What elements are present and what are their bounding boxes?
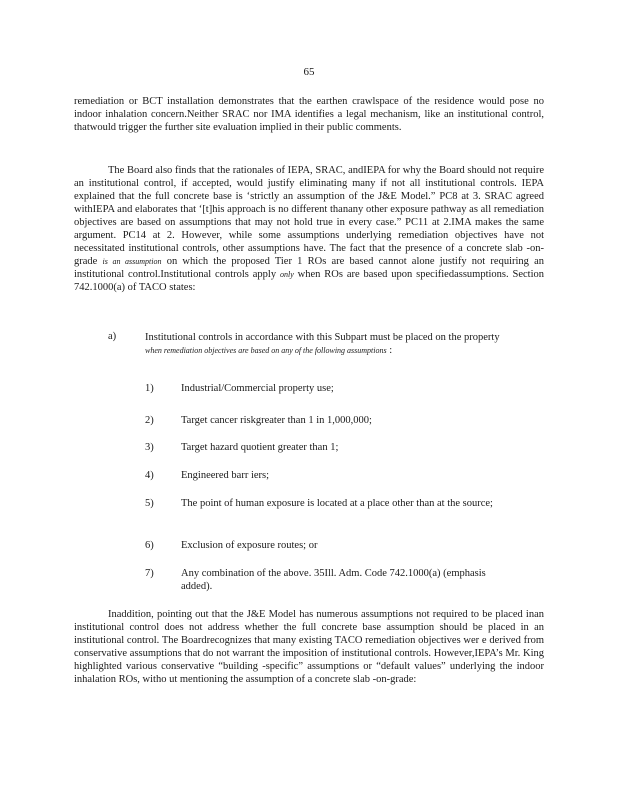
paragraph-1: remediation or BCT installation demonstrates that the earthen crawlspace of the residence would pose no indoor inhalation concern.Neither SRAC nor IMA identifies a legal mechanism, like an institutional control, thatwould trigger the further site evaluation implied in their public comments. — [74, 96, 544, 133]
quote-label: a) — [108, 331, 117, 342]
list-item-text: Exclusion of exposure routes; or — [181, 540, 318, 551]
list-item-number: 4) — [145, 470, 154, 481]
list-item-number: 5) — [145, 498, 154, 509]
emphasis-only: only — [279, 270, 294, 279]
list-item-number: 3) — [145, 442, 154, 453]
list-item-text: Any combination of the above. 35Ill. Adm. Code 742.1000(a) (emphasis added). — [181, 568, 486, 592]
list-item-text: The point of human exposure is located at a place other than at the source; — [181, 498, 493, 509]
paragraph-2 — [74, 164, 544, 294]
list-item-number: 6) — [145, 540, 154, 551]
list-item-text: Target hazard quotient greater than 1; — [181, 442, 339, 453]
list-item-text: Target cancer riskgreater than 1 in 1,000,000; — [181, 415, 372, 426]
quote-block — [145, 331, 505, 357]
list-item-number: 2) — [145, 415, 154, 426]
paragraph-2-text-c: when ROs are based upon specifiedassumptions. Section 742.1000(a) of TACO states: — [74, 269, 545, 293]
list-item-text: Industrial/Commercial property use; — [181, 383, 334, 394]
page-number: 65 — [303, 66, 315, 78]
list-item-number: 1) — [145, 383, 154, 394]
emphasis-assumption: is an assumption — [102, 257, 162, 266]
paragraph-3: Inaddition, pointing out that the J&E Model has numerous assumptions not required to be placed inan institutional control does not address whether the full concrete base assumption should be placed in an institutional control. The Boardrecognizes that many existing TACO remediation objectives wer e derived from conservative assumptions that do not warrant the imposition of institutional controls. However,IEPA’s Mr. King highlighted various conservative “building -specific” assumptions or “default values” underlying the indoor inhalation ROs, witho ut mentioning the assumption of a concrete slab -on-grade: — [74, 609, 544, 685]
quote-colon: : — [389, 345, 393, 356]
quote-text: Institutional controls in accordance with this Subpart must be placed on the property — [145, 332, 500, 343]
list-item-text: Engineered barr iers; — [181, 470, 270, 481]
paragraph-2-text-a: The Board also finds that the rationales of IEPA, SRAC, andIEPA for why the Board should not require an institutional control, if accepted, would justify eliminating many if not all institutional controls. IEPA explained that the full concrete base is ‘strictly an assumption of the J&E Model.” PC8 at 3. SRAC agreed withIEPA and elaborates that ‘[t]his approach is no different thanany other exposure pathway as all remediation objectives are based on assumptions that may not hold true in every case.” PC11 at 2.IMA makes the same argument. PC14 at 2. However, while some assumptions underlying remediation objectives have not necessitated institutional controls, other assumptions have. The fact that the presence of a concrete slab -on-grade — [74, 165, 544, 267]
paragraph-2-text-b: on which the proposed Tier 1 ROs are based cannot alone justify not requiring an institutional control.Institutional controls apply — [74, 256, 545, 280]
quote-emphasis: when remediation objectives are based on any of the following assumptions — [145, 346, 387, 355]
list-item-number: 7) — [145, 568, 154, 579]
